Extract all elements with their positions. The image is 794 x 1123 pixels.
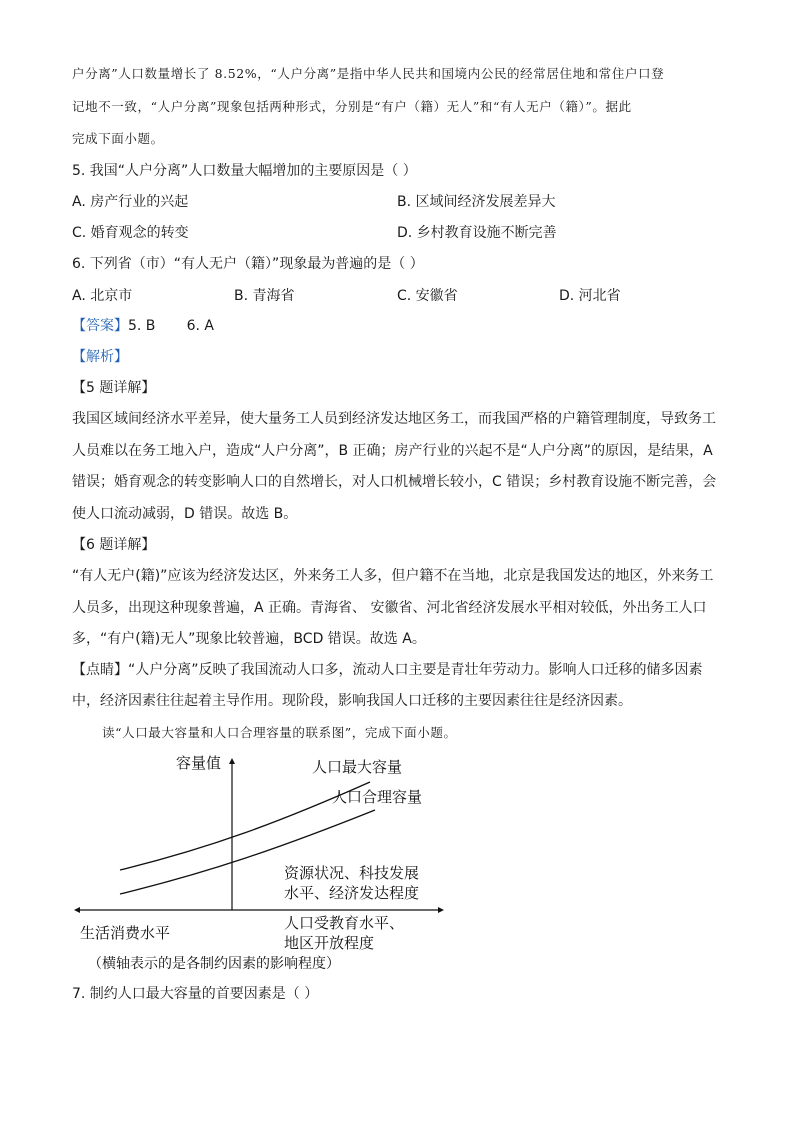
detail-6-line-2: 人员多，出现这种现象普遍，A 正确。青海省、 安徽省、河北省经济发展水平相对较低，外出务工人口 (72, 600, 707, 616)
intro-line-2: 记地不一致，“人户分离”现象包括两种形式，分别是“有户（籍）无人”和“有人无户（籍）”。据此 (72, 99, 632, 114)
diagram-caption: （横轴表示的是各制约因素的影响程度） (88, 956, 340, 972)
detail-5-line-3: 错误；婚育观念的转变影响人口的自然增长，对人口机械增长较小，C 错误；乡村教育设施不断完善，会 (72, 474, 717, 490)
curve-max-capacity-label: 人口最大容量 (312, 758, 403, 776)
question-6-stem: 6. 下列省（市）“有人无户（籍）”现象最为普遍的是（ ） (72, 256, 424, 272)
answer-tag: 【答案】 (72, 318, 128, 334)
right-lower-label-1: 人口受教育水平、 (284, 914, 405, 932)
question-5-option-a: A. 房产行业的兴起 (72, 194, 189, 210)
capacity-diagram (70, 750, 470, 980)
comment-text-1: “人户分离”反映了我国流动人口多，流动人口主要是青壮年劳动力。影响人口迁移的储多因素 (128, 662, 703, 678)
left-axis-label: 生活消费水平 (80, 924, 171, 942)
curve-reasonable-capacity-label: 人口合理容量 (332, 788, 423, 806)
question-5-option-d: D. 乡村教育设施不断完善 (397, 225, 557, 241)
right-upper-label-1: 资源状况、科技发展 (284, 864, 420, 882)
right-lower-label-2: 地区开放程度 (284, 934, 375, 952)
right-upper-label-2: 水平、经济发达程度 (284, 884, 420, 902)
comment-line-2: 中，经济因素往往起着主导作用。现阶段，影响我国人口迁移的主要因素往往是经济因素。 (72, 693, 632, 709)
question-5-option-b: B. 区域间经济发展差异大 (397, 194, 556, 210)
question-6-option-a: A. 北京市 (72, 288, 133, 304)
question-5-option-c: C. 婚育观念的转变 (72, 225, 189, 241)
detail-5-line-4: 使人口流动减弱，D 错误。故选 B。 (72, 506, 298, 522)
analysis-tag: 【解析】 (72, 349, 128, 365)
comment-tag: 【点睛】 (72, 662, 128, 678)
question-6-option-c: C. 安徽省 (397, 288, 458, 304)
question-5-stem: 5. 我国“人户分离”人口数量大幅增加的主要原因是（ ） (72, 163, 417, 179)
detail-5-tag: 【5 题详解】 (72, 380, 156, 396)
detail-5-line-2: 人员难以在务工地入户，造成“人户分离”，B 正确；房产行业的兴起不是“人户分离”的原因，是结果，A (72, 443, 713, 459)
y-axis-label: 容量值 (176, 754, 222, 772)
detail-6-tag: 【6 题详解】 (72, 537, 156, 553)
comment-line-1 (72, 660, 703, 680)
detail-6-line-3: 多，“有户(籍)无人”现象比较普遍，BCD 错误。故选 A。 (72, 631, 426, 647)
intro-line-3: 完成下面小题。 (72, 131, 164, 146)
answer-text: 5. B 6. A (128, 318, 214, 334)
detail-5-line-1: 我国区域间经济水平差异，使大量务工人员到经济发达地区务工，而我国严格的户籍管理制度，导致务工 (72, 411, 716, 427)
answer-line (72, 316, 214, 336)
question-6-option-b: B. 青海省 (234, 288, 295, 304)
question-7-stem: 7. 制约人口最大容量的首要因素是（ ） (72, 986, 319, 1002)
intro-line-1: 户分离”人口数量增长了 8.52%，“人户分离”是指中华人民共和国境内公民的经常居住地和常住户口登 (72, 66, 665, 81)
question-6-option-d: D. 河北省 (559, 288, 621, 304)
question-7-intro: 读“人口最大容量和人口合理容量的联系图”，完成下面小题。 (102, 725, 457, 740)
detail-6-line-1: “有人无户(籍)”应该为经济发达区，外来务工人多，但户籍不在当地，北京是我国发达的地区，外来务工 (72, 568, 714, 584)
